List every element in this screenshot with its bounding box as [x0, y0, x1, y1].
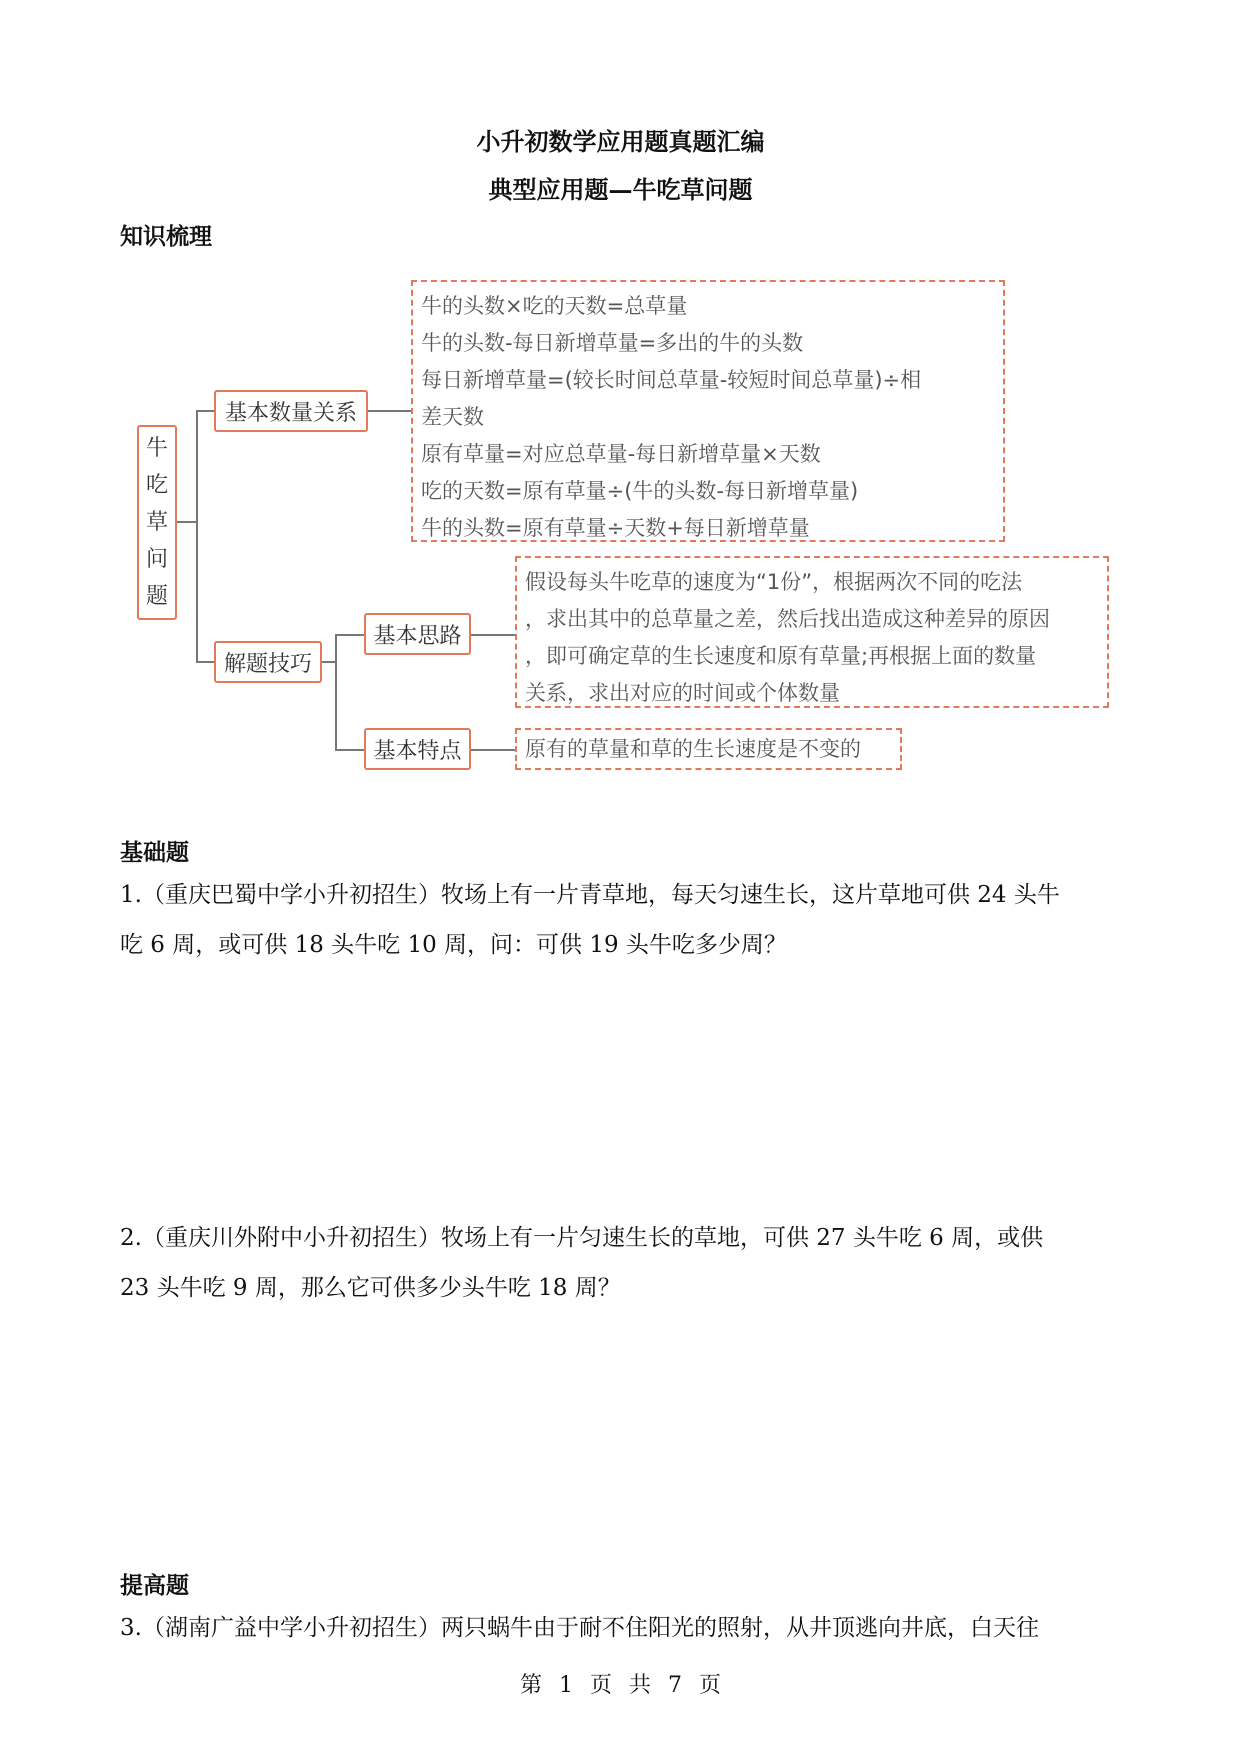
connector-line: [335, 634, 365, 636]
connector-line: [196, 661, 215, 663]
page-number: 第 1 页 共 7 页: [520, 1673, 721, 1698]
connector-line: [470, 749, 516, 751]
question-line: 23 头牛吃 9 周，那么它可供多少头牛吃 18 周？: [120, 1275, 621, 1301]
connector-line: [176, 521, 196, 523]
approach-line: 假设每头牛吃草的速度为“1份”，根据两次不同的吃法: [525, 570, 1023, 594]
sub-branch-basic-approach: 基本思路: [364, 613, 471, 655]
page-title: 小升初数学应用题真题汇编: [476, 127, 765, 156]
connector-line: [196, 410, 215, 412]
sub-branch-basic-features: 基本特点: [364, 728, 471, 770]
connector-line: [322, 661, 336, 663]
connector-line: [470, 634, 516, 636]
formula-line: 牛的头数×吃的天数=总草量: [421, 294, 688, 318]
approach-line: ，即可确定草的生长速度和原有草量;再根据上面的数量: [525, 644, 1037, 668]
connector-line: [196, 410, 198, 662]
question-3: [120, 1603, 1130, 1653]
root-char: 吃: [145, 473, 168, 498]
formula-line: 每日新增草量=(较长时间总草量-较短时间总草量)÷相: [421, 368, 922, 392]
question-line: 2.（重庆川外附中小升初招生）牧场上有一片匀速生长的草地，可供 27 头牛吃 6 周，或供: [120, 1225, 1044, 1251]
approach-line: ，求出其中的总草量之差，然后找出造成这种差异的原因: [525, 607, 1050, 631]
section-heading-knowledge: 知识梳理: [120, 223, 212, 250]
connector-line: [368, 410, 412, 412]
section-heading-advanced: 提高题: [120, 1572, 189, 1599]
formula-line: 差天数: [421, 405, 484, 429]
section-heading-basic: 基础题: [120, 839, 189, 866]
root-char: 问: [145, 547, 168, 572]
branch-solving-tips: 解题技巧: [214, 641, 322, 683]
question-line: 1.（重庆巴蜀中学小升初招生）牧场上有一片青草地，每天匀速生长，这片草地可供 24 头牛: [120, 882, 1060, 908]
root-char: 草: [145, 510, 168, 535]
question-1: [120, 870, 1130, 970]
question-2: [120, 1213, 1130, 1313]
question-line: 3.（湖南广益中学小升初招生）两只蜗牛由于耐不住阳光的照射，从井顶逃向井底，白天往: [120, 1615, 1039, 1641]
formula-line: 牛的头数-每日新增草量=多出的牛的头数: [421, 331, 804, 355]
formula-line: 原有草量=对应总草量-每日新增草量×天数: [421, 442, 821, 466]
connector-line: [335, 749, 365, 751]
approach-line: 关系，求出对应的时间或个体数量: [525, 681, 840, 705]
connector-line: [335, 634, 337, 750]
root-char: 牛: [145, 436, 168, 461]
page-subtitle: 典型应用题—牛吃草问题: [488, 175, 753, 204]
branch-basic-relations: 基本数量关系: [214, 390, 368, 432]
feature-line: 原有的草量和草的生长速度是不变的: [525, 737, 861, 761]
question-line: 吃 6 周，或可供 18 头牛吃 10 周，问：可供 19 头牛吃多少周？: [120, 932, 787, 958]
relations-detail-box: [411, 280, 1005, 542]
approach-detail-box: [515, 556, 1109, 708]
features-detail-box: [515, 728, 902, 770]
formula-line: 牛的头数=原有草量÷天数+每日新增草量: [421, 516, 810, 540]
formula-line: 吃的天数=原有草量÷(牛的头数-每日新增草量): [421, 479, 859, 503]
root-char: 题: [145, 584, 168, 609]
mindmap-root: [137, 425, 177, 620]
